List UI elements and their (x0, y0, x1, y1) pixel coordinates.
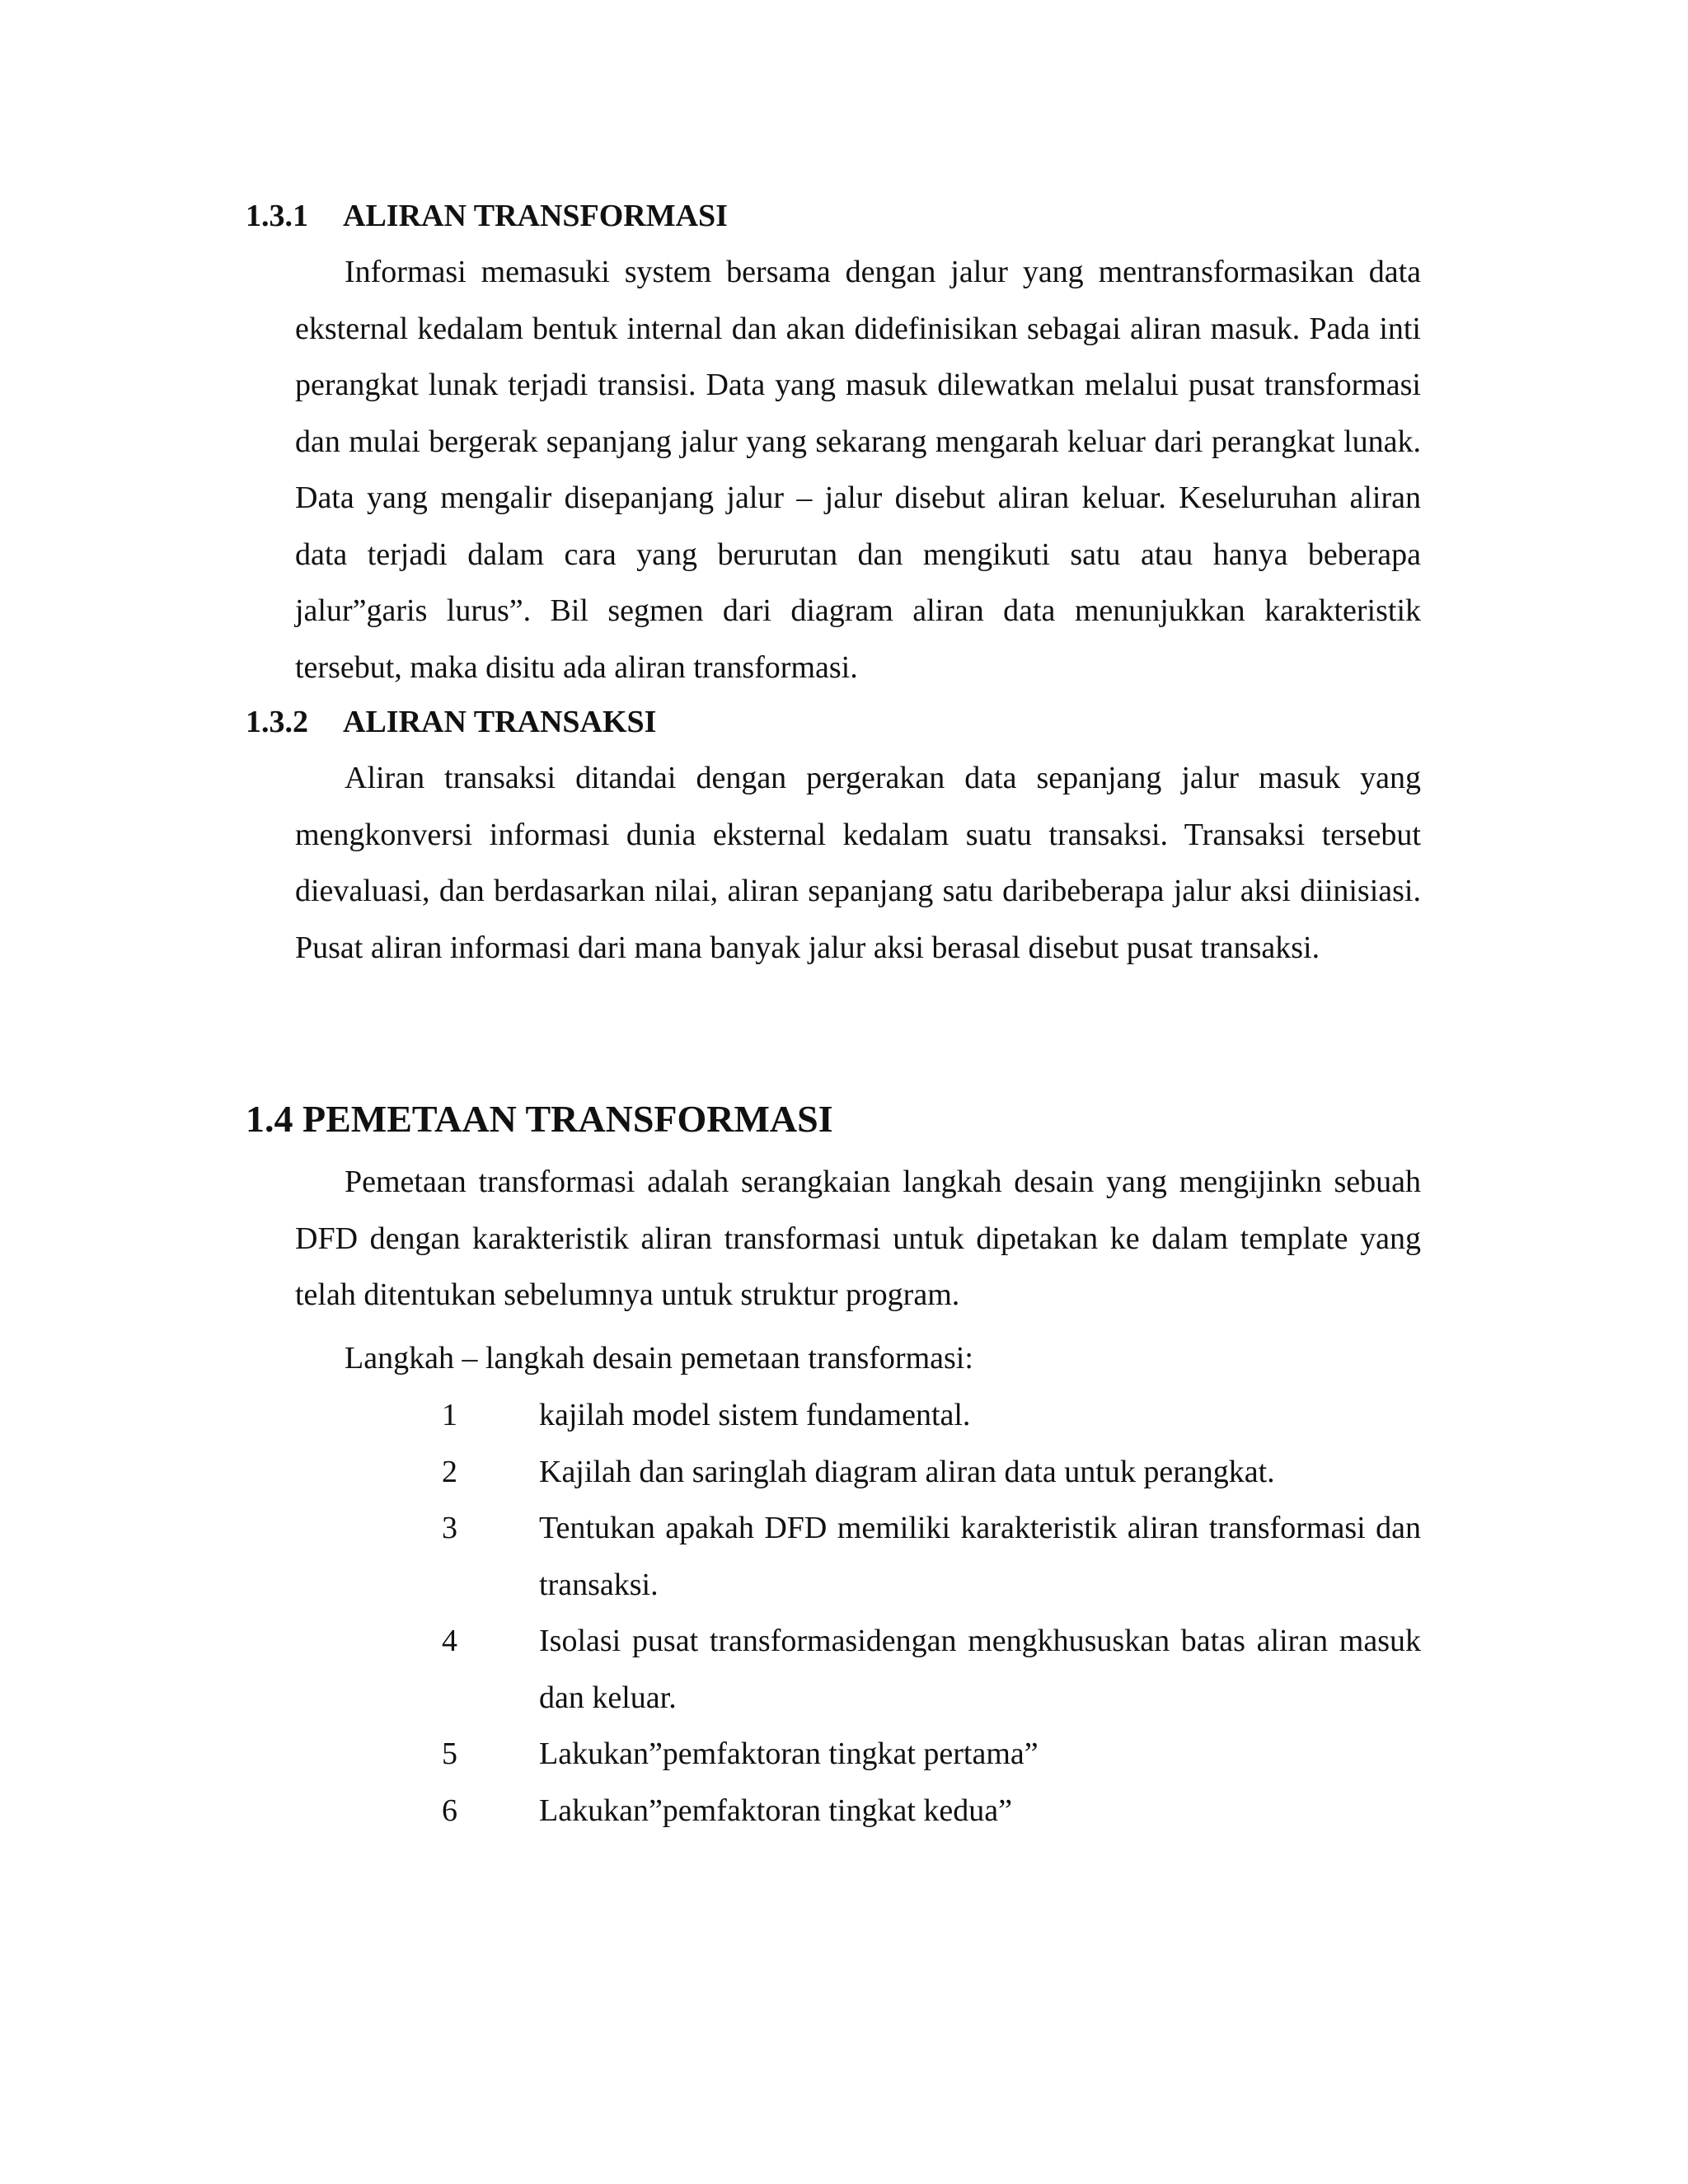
steps-list (0, 1387, 1688, 1839)
step-number: 1 (442, 1398, 457, 1432)
list-item (0, 1500, 1688, 1613)
step-number: 5 (442, 1736, 457, 1771)
list-item (0, 1726, 1688, 1783)
list-item (0, 1444, 1688, 1501)
list-item (0, 1783, 1688, 1840)
step-text: Lakukan”pemfaktoran tingkat pertama” (539, 1736, 1039, 1771)
list-item (0, 1613, 1688, 1726)
steps-intro: Langkah – langkah desain pemetaan transformasi: (345, 1341, 973, 1376)
step-number: 6 (442, 1793, 457, 1828)
section-1-3-2-heading (246, 702, 656, 742)
step-number: 4 (442, 1624, 457, 1658)
step-number: 2 (442, 1454, 457, 1489)
step-text: Tentukan apakah DFD memiliki karakteristik aliran transformasi dan transaksi. (539, 1511, 1421, 1602)
section-number: 1.3.2 (246, 705, 308, 739)
step-text: kajilah model sistem fundamental. (539, 1398, 971, 1432)
section-1-3-1-paragraph: Informasi memasuki system bersama dengan jalur yang mentransformasikan data eksternal kedalam bentuk internal dan akan didefinisikan sebagai aliran masuk. Pada inti perangkat lunak terjadi transisi. Data yang masuk dilewatkan melalui pusat transformasi dan mulai bergerak sepanjang jalur yang sekarang mengarah keluar dari perangkat lunak. Data yang mengalir disepanjang jalur – jalur disebut aliran keluar. Keseluruhan aliran data terjadi dalam cara yang berurutan dan mengikuti satu atau hanya beberapa jalur”garis lurus”. Bil segmen dari diagram aliran data menunjukkan karakteristik tersebut, maka disitu ada aliran transformasi. (295, 255, 1421, 685)
step-text: Lakukan”pemfaktoran tingkat kedua” (539, 1793, 1012, 1828)
section-number: 1.3.1 (246, 199, 308, 233)
section-1-3-1-heading (246, 196, 728, 236)
section-1-3-2-paragraph: Aliran transaksi ditandai dengan pergerakan data sepanjang jalur masuk yang mengkonversi informasi dunia eksternal kedalam suatu transaksi. Transaksi tersebut dievaluasi, dan berdasarkan nilai, aliran sepanjang satu daribeberapa jalur aksi diinisiasi. Pusat aliran informasi dari mana banyak jalur aksi berasal disebut pusat transaksi. (295, 761, 1421, 965)
step-text: Kajilah dan saringlah diagram aliran data untuk perangkat. (539, 1454, 1275, 1489)
section-title: ALIRAN TRANSFORMASI (343, 199, 728, 233)
section-1-4-heading: 1.4 PEMETAAN TRANSFORMASI (246, 1098, 833, 1140)
step-text: Isolasi pusat transformasidengan mengkhususkan batas aliran masuk dan keluar. (539, 1624, 1421, 1715)
section-title: ALIRAN TRANSAKSI (343, 705, 657, 739)
section-1-4-paragraph: Pemetaan transformasi adalah serangkaian langkah desain yang mengijinkn sebuah DFD dengan karakteristik aliran transformasi untuk dipetakan ke dalam template yang telah ditentukan sebelumnya untuk struktur program. (295, 1165, 1421, 1312)
step-number: 3 (442, 1511, 457, 1545)
list-item (0, 1387, 1688, 1444)
